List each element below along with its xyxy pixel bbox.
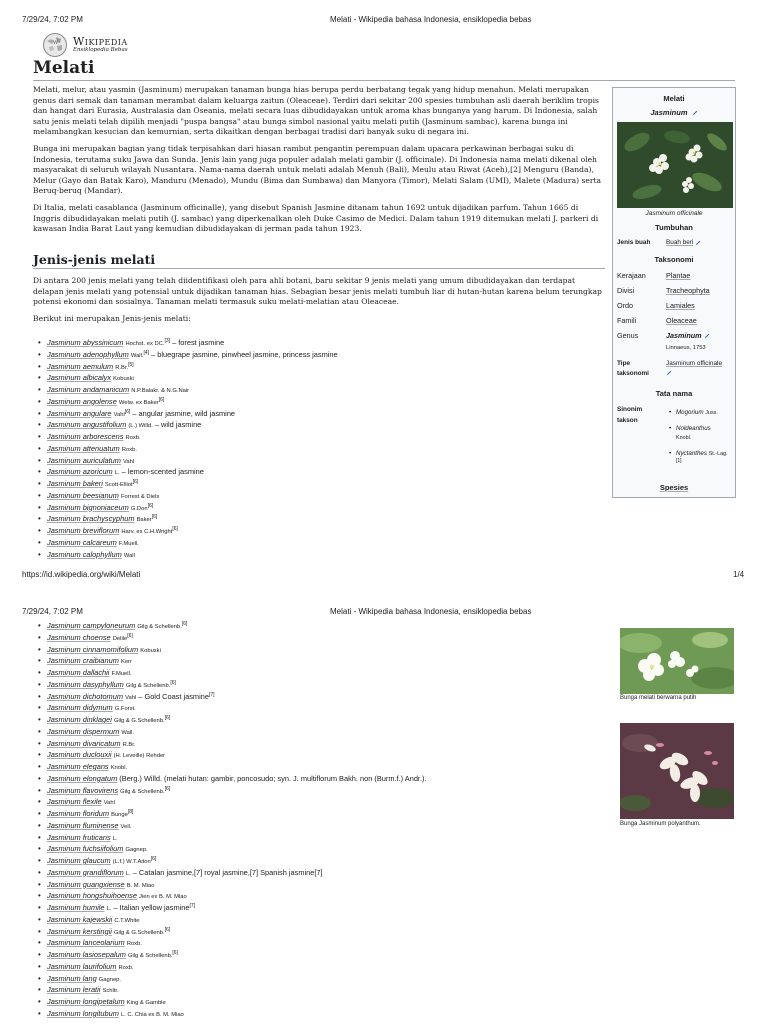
reference-link[interactable]: [6] — [181, 621, 188, 627]
species-link[interactable]: Jasminum dinklagei — [47, 715, 112, 724]
wikipedia-logo[interactable] — [42, 32, 162, 58]
edit-pencil-icon[interactable] — [666, 370, 672, 376]
species-list-item — [37, 443, 597, 455]
taxobox-heading-tata-nama: Tata nama — [655, 389, 693, 398]
svg-text:W: W — [53, 40, 59, 46]
species-author: (H. Leveille) Rehder — [113, 753, 166, 760]
taxon-key: Genus — [617, 331, 639, 340]
section-text — [33, 276, 605, 330]
species-author: Wall. — [121, 729, 135, 736]
species-list-item — [37, 738, 597, 750]
tipe-label: Tipe taksonomi — [617, 360, 649, 377]
species-author: B. M. Miao — [126, 882, 155, 889]
taxon-key: Divisi — [617, 286, 635, 295]
species-link[interactable]: Jasminum breviflorum — [47, 526, 120, 535]
species-list-item — [37, 490, 597, 502]
species-link[interactable]: Jasminum auriculatum — [47, 455, 121, 465]
species-link[interactable]: Jasminum beesianum — [47, 490, 119, 500]
species-list-item — [37, 714, 597, 726]
species-link[interactable]: Jasminum azoricum — [47, 467, 113, 477]
taxobox-image-caption: Jasminum officinale — [645, 210, 703, 217]
species-author: Wall — [123, 552, 135, 559]
species-author: Delile — [112, 635, 128, 642]
species-author: Roxb. — [118, 964, 134, 971]
taxon-value[interactable]: Oleaceae — [666, 316, 697, 325]
species-author: Kobuski — [140, 647, 161, 654]
species-author: Roxb. — [125, 435, 141, 441]
species-author: Vahl — [125, 694, 137, 701]
species-list-item — [37, 349, 597, 361]
species-link[interactable]: Jasminum angulare — [47, 408, 112, 418]
reference-link[interactable]: [6] — [172, 526, 178, 532]
species-author: Wall. — [130, 352, 144, 359]
jasminum-polyanthum-photo — [620, 723, 734, 819]
taxon-key: Ordo — [617, 301, 633, 310]
species-author: Welw. ex Baker — [118, 399, 159, 406]
species-link[interactable]: Jasminum flavovirens — [47, 785, 119, 795]
species-author: F.Muell. — [118, 540, 139, 547]
species-link[interactable]: Jasminum attenuatum — [47, 443, 120, 453]
taxon-value[interactable]: Tracheophyta — [666, 286, 710, 295]
tipe-value — [666, 359, 722, 379]
species-link[interactable]: Jasminum longipetalum — [47, 997, 125, 1006]
taxon-value[interactable]: Plantae — [666, 271, 691, 280]
species-link[interactable]: Jasminum adenophyllum — [47, 349, 129, 359]
print-timestamp: 7/29/24, 7:02 PM — [22, 15, 83, 24]
species-common-names: – lemon-scented jasmine — [119, 467, 204, 477]
footer-url: https://id.wikipedia.org/wiki/Melati — [22, 570, 141, 579]
species-common-names: – Italian yellow jasmine — [111, 903, 190, 912]
reference-link[interactable]: [7] — [208, 691, 215, 698]
species-list-item — [37, 702, 597, 714]
reference-link[interactable]: [5] — [128, 361, 134, 368]
species-list-item — [37, 691, 597, 703]
species-author: L. — [125, 870, 131, 877]
species-list-item — [37, 820, 597, 832]
species-author: (L.f.) W.T.Aiton — [112, 859, 151, 865]
species-link[interactable]: Jasminum calcareum — [47, 537, 117, 547]
species-link[interactable]: Jasminum floridum — [47, 809, 110, 818]
reference-link[interactable]: [6] — [172, 950, 178, 956]
species-link[interactable]: Jasminum elegans — [47, 762, 109, 771]
species-common-names: – wild jasmine — [152, 420, 202, 430]
species-list-item — [37, 384, 597, 396]
taxon-key: Kerajaan — [617, 271, 646, 280]
species-list-item — [37, 984, 597, 996]
reference-link[interactable]: [6] — [132, 479, 139, 485]
reference-link[interactable]: [6] — [124, 408, 131, 415]
photo-caption-white: Bunga melati berwarna putih — [620, 695, 697, 701]
synonym-item: • Nyctanthes St.-Lag.[1] — [669, 450, 728, 464]
species-author: L. — [112, 835, 118, 842]
taxobox-genus-title — [613, 108, 735, 117]
species-link[interactable]: Jasminum choense — [47, 632, 111, 642]
species-list-item — [37, 361, 597, 373]
reference-link[interactable]: [3] — [164, 338, 171, 344]
species-link[interactable]: Jasminum calophyllum — [47, 549, 122, 559]
species-link[interactable]: Jasminum leratii — [47, 985, 101, 995]
species-author: (L.) Willd. — [128, 423, 153, 430]
species-list-item — [37, 761, 597, 773]
species-list-item — [37, 726, 597, 738]
species-list-item — [37, 644, 597, 656]
species-common-names: – forest jasmine — [170, 338, 225, 347]
species-list-item — [37, 667, 597, 679]
species-author: Vahl — [103, 800, 115, 807]
section-heading-jenis: Jenis-jenis melati — [33, 252, 156, 267]
intro-paragraph-1: Melati, melur, atau yasmin (Jasminum) merupakan tanaman bunga hias berupa perdu berbatang tegak yang hidup menahun. Melati merupakan genus dari semak dan tanaman merambat dalam keluarga zaitun (Oleaceae). Terdiri dari sekitar 200 spesies tumbuhan asli daerah beriklim tropis dan hangat dari Eurasia, Australasia dan Oseania, melati secara luas dibudidayakan untuk aroma khas bunganya yang harum. Di Indonesia, salah satu jenis melati telah dipilih menjadi "puspa bangsa" atau bunga simbol nasional yaitu melati putih (Jasminum sambac), karena bunga ini melambangkan kesucian dan kemurnian, serta dikaitkan dengan berbagai tradisi dari banyak suku di negara ini. — [33, 85, 599, 137]
synonym-item: • Mogorium Juss. — [669, 409, 718, 416]
species-author: Vahl — [113, 411, 125, 418]
reference-link[interactable]: [7] — [189, 903, 196, 909]
species-link[interactable]: Jasminum dispermum — [47, 726, 120, 736]
species-author: Baker — [136, 517, 152, 524]
white-jasmine-photo — [620, 628, 734, 694]
species-author: Gagnep. — [125, 847, 148, 854]
species-list-item — [37, 655, 597, 667]
section-rule — [33, 268, 605, 269]
species-author: King & Gamble — [126, 1000, 166, 1006]
species-author: Schltr. — [102, 988, 119, 995]
taxobox-heading-spesies[interactable]: Spesies — [659, 483, 689, 492]
reference-link[interactable]: [6] — [151, 514, 158, 521]
species-author: Vell. — [120, 823, 132, 830]
species-link[interactable]: Jasminum kajewskii — [47, 914, 113, 924]
species-list-item — [37, 961, 597, 973]
print-page-title: Melati - Wikipedia bahasa Indonesia, ensiklopedia bebas — [330, 607, 532, 616]
species-link[interactable]: Jasminum abyssinicum — [47, 338, 124, 347]
taxobox-row-kerajaan — [617, 271, 731, 280]
species-list-item — [37, 937, 597, 949]
taxobox-heading-tumbuhan: Tumbuhan — [655, 223, 693, 232]
species-link[interactable]: Jasminum dichotomum — [47, 691, 123, 701]
species-list-item — [37, 796, 597, 808]
intro-paragraph-3: Di Italia, melati casablanca (Jasminum officinalle), yang disebut Spanish Jasmine ditanam tahun 1692 untuk dijadikan parfum. Tahun 1665 di Inggris dibudidayakan melati putih (J. sambac) yang diperkenalkan oleh Duke Casimo de Medici. Dalam tahun 1919 ditemukan melati J. parkeri di kawasan India Barat Laut yang kemudian dibudidayakan di jerman pada tahun 1923. — [33, 202, 599, 234]
taxobox-image[interactable] — [617, 122, 733, 208]
photo-white-jasmine[interactable] — [620, 628, 734, 694]
species-link[interactable]: Jasminum divaricatum — [47, 738, 121, 748]
species-author: Harv. ex C.H.Wright — [121, 529, 173, 535]
species-link[interactable]: Jasminum craibianum — [47, 656, 119, 666]
species-author: Scott-Elliot — [104, 482, 133, 488]
wikipedia-wordmark: Wikipedia — [73, 35, 128, 48]
intro-paragraph-2: Bunga ini merupakan bagian yang tidak terpisahkan dari hiasan rambut pengantin perempuan dalam upacara perkawinan berbagai suku di Indonesia, terutama suku Jawa dan Sunda. Jenis lain yang juga populer adalah melati gambir (J. officinale). Di Indonesia nama melati dikenal oleh masyarakat di seluruh wilayah Nusantara. Nama-nama daerah untuk melati adalah Menuh (Bali), Meulu atau Riwat (Aceh),[2] Menguru (Banda), Melur (Gayo dan Batak Karo), Manduru (Menado), Mundu (Bima dan Sumbawa) dan Manyora (Timor), Melati Salam (UMI), Malete (Madura) serta Beruq-beruq (Mandar). — [33, 143, 602, 196]
species-list-item — [37, 372, 597, 384]
species-link[interactable]: Jasminum didymum — [47, 703, 113, 713]
species-author: G.Forst. — [114, 706, 136, 713]
species-link[interactable]: Jasminum fuchsiifolium — [47, 844, 124, 854]
species-list-item — [37, 785, 597, 797]
synonym-item: • Noldeanthus Knobl. — [669, 425, 711, 441]
species-author: L. — [114, 470, 120, 477]
species-author: R.Br. — [122, 741, 136, 748]
taxobox-heading-taksonomi: Taksonomi — [654, 255, 694, 264]
species-link[interactable]: Jasminum dasyphyllum — [47, 679, 124, 689]
species-list-item — [37, 832, 597, 844]
footer-page-number: 1/4 — [733, 570, 745, 579]
species-author: Gagnep. — [98, 976, 122, 983]
species-list-item — [37, 396, 597, 408]
species-list-item — [37, 455, 597, 467]
reference-link[interactable]: [6] — [170, 679, 176, 686]
reference-link[interactable]: [6] — [150, 856, 157, 862]
title-rule — [33, 80, 735, 81]
species-link[interactable]: Jasminum longitubum — [47, 1008, 119, 1018]
section-paragraph-2: Berikut ini merupakan Jenis-jenis melati: — [33, 313, 191, 323]
wikipedia-tagline: Ensiklopedia Bebas — [73, 47, 128, 53]
species-link[interactable]: Jasminum glaucum — [47, 856, 111, 865]
species-author: R.Br. — [115, 364, 129, 371]
species-author: Kobuski — [113, 376, 134, 383]
species-author: Roxb. — [121, 446, 137, 453]
reference-link[interactable]: [6] — [164, 715, 171, 721]
species-link[interactable]: Jasminum humile — [47, 903, 105, 912]
species-list-item — [37, 632, 597, 644]
species-link[interactable]: Jasminum aemulum — [47, 361, 114, 371]
print-page-title: Melati - Wikipedia bahasa Indonesia, ensiklopedia bebas — [330, 15, 532, 24]
intro-text — [33, 85, 605, 241]
species-link[interactable]: Jasminum flexile — [47, 797, 102, 807]
reference-link[interactable]: [6] — [127, 632, 133, 639]
species-author: G.Don — [130, 505, 148, 512]
species-link[interactable]: Jasminum arborescens — [47, 432, 124, 441]
species-link[interactable]: Jasminum fluminense — [47, 820, 119, 830]
species-link[interactable]: Jasminum angolense — [47, 396, 117, 406]
species-author: Gilg & Schellenb. — [125, 682, 171, 689]
reference-link[interactable]: [6] — [147, 502, 154, 509]
species-author: Knobl. — [110, 765, 128, 771]
species-link[interactable]: Jasminum fruticans — [47, 832, 111, 842]
edit-pencil-icon[interactable] — [695, 240, 701, 246]
taxobox-title: Melati — [663, 94, 685, 103]
species-list-page2 — [37, 620, 597, 1020]
species-author: Gilg & Schellenb. — [120, 788, 165, 795]
species-link[interactable]: Jasminum grandiflorum — [47, 867, 124, 877]
species-common-names: – Gold Coast jasmine — [136, 691, 209, 701]
edit-pencil-icon[interactable] — [692, 110, 698, 116]
species-link[interactable]: Jasminum campyloneurum — [47, 621, 136, 630]
genus-author: Linnaeus, 1753 — [666, 345, 706, 351]
species-list-item — [37, 773, 597, 785]
tipe-value-link[interactable]: Jasminum officinale — [666, 360, 723, 367]
taxon-value[interactable]: Lamiales — [666, 301, 695, 310]
reference-link[interactable]: [6] — [164, 785, 171, 792]
species-list-item — [37, 843, 597, 855]
species-link[interactable]: Jasminum cinnamomifolium — [47, 644, 139, 654]
species-list-item — [37, 926, 597, 938]
taxon-key: Famili — [617, 316, 637, 325]
species-list-item — [37, 867, 597, 879]
species-list-item — [37, 679, 597, 691]
taxobox-row-jenis-buah — [617, 239, 731, 246]
species-list-item — [37, 914, 597, 926]
species-author: L. — [106, 906, 112, 912]
species-link[interactable]: Jasminum hongshuihoense — [47, 891, 137, 901]
species-link[interactable]: Jasminum elongatum — [47, 773, 118, 783]
taxobox-row-famili — [617, 316, 731, 325]
species-link[interactable]: Jasminum guangxiense — [47, 879, 125, 889]
species-list-item — [37, 525, 597, 537]
taxobox-row-ordo — [617, 301, 731, 310]
photo-jasminum-polyanthum[interactable] — [620, 723, 734, 819]
species-common-names: – angular jasmine, wild jasmine — [130, 408, 236, 418]
species-list-item — [37, 749, 597, 761]
species-list-page1 — [37, 337, 597, 560]
species-list-item — [37, 431, 597, 443]
species-list-item — [37, 879, 597, 891]
synonym-list — [669, 408, 733, 468]
species-common-names: – Catalan jasmine,[7] royal jasmine,[7] Spanish jasmine[7] — [130, 867, 323, 877]
species-author: Bunge — [111, 812, 128, 818]
reference-link[interactable]: [8] — [127, 809, 134, 815]
edit-pencil-icon[interactable] — [704, 333, 710, 339]
species-link[interactable]: Jasminum brachyscyphum — [47, 514, 135, 524]
species-list-item — [37, 478, 597, 490]
species-author: Gilg & G.Schellenb. — [113, 718, 165, 724]
species-link[interactable]: Jasminum albicalyx — [47, 373, 112, 383]
species-list-item — [37, 513, 597, 525]
jasmine-flower-photo — [617, 122, 733, 208]
sinonim-label: Sinonim takson — [617, 406, 643, 424]
taxobox — [612, 87, 736, 498]
reference-link[interactable]: [4] — [143, 349, 150, 356]
jenis-buah-label: Jenis buah — [617, 239, 651, 246]
species-author: F.Muell. — [111, 671, 132, 677]
species-link[interactable]: Jasminum duclouxii — [47, 750, 112, 760]
species-link[interactable]: Jasminum angustifolium — [47, 420, 127, 430]
page-2 — [0, 600, 768, 1024]
species-link[interactable]: Jasminum andamanicum — [47, 385, 130, 394]
species-author: Gilg & G.Schellenb. — [113, 929, 165, 936]
species-author: Forrest & Diels — [120, 493, 160, 500]
section-paragraph-1: Di antara 200 jenis melati yang telah diidentifikasi oleh para ahli botani, baru sekitar 9 jenis melati yang umum dibudidayakan dan terdapat delapan jenis melati yang potensial untuk dijadikan tanaman hias. Sebagian besar jenis melati tumbuh liar di hutan-hutan karena belum terungkap potensi ekonomi dan sosialnya. Tanaman melati termasuk suku melati-melatian atau Oleaceae. — [33, 276, 602, 307]
species-list-item — [37, 537, 597, 549]
species-list-item — [37, 466, 597, 478]
species-common-names: – bluegrape jasmine, pinwheel jasmine, princess jasmine — [149, 349, 338, 359]
species-link[interactable]: Jasminum laurifolium — [47, 961, 117, 971]
taxobox-genus-name[interactable]: Jasminum — [650, 108, 688, 117]
species-author: Gilg & Schellenb. — [127, 953, 173, 959]
taxobox-row-divisi — [617, 286, 731, 295]
species-list-item — [37, 502, 597, 514]
species-common-names: (Berg.) Willd. (melati hutan: gambir, poncosudo; syn. J. multiflorum Bakh. non (Burm.f.) Andr.). — [117, 773, 427, 783]
species-author: Jien ex B. M. Miao — [139, 894, 187, 901]
reference-link[interactable]: [6] — [164, 926, 171, 933]
species-author: Hochst. ex DC. — [125, 341, 165, 347]
species-link[interactable]: Jasminum bakeri — [47, 479, 103, 488]
print-timestamp: 7/29/24, 7:02 PM — [22, 607, 83, 616]
jenis-buah-value[interactable]: Buah beri — [666, 239, 694, 246]
species-author: L. C. Chia ex B. M. Miao — [120, 1011, 184, 1018]
species-link[interactable]: Jasminum kerstingii — [47, 926, 112, 936]
species-author: N.P.Balakr. & N.G.Nair — [131, 388, 190, 394]
species-list-item — [37, 419, 597, 431]
taxobox-row-genus — [617, 331, 731, 340]
species-link[interactable]: Jasminum lang — [47, 973, 97, 983]
species-list-item — [37, 808, 597, 820]
species-list-item — [37, 855, 597, 867]
species-list-item — [37, 337, 597, 349]
species-link[interactable]: Jasminum bignoniaceum — [47, 502, 129, 512]
species-list-item — [37, 549, 597, 561]
species-author: Kerr — [120, 659, 132, 666]
species-link[interactable]: Jasminum lanceolarium — [47, 938, 125, 948]
species-list-item — [37, 1008, 597, 1020]
species-list-item — [37, 902, 597, 914]
photo-caption-polyanthum: Bunga Jasminum polyanthum. — [620, 821, 701, 827]
species-author: Vahl — [123, 458, 135, 465]
species-list-item — [37, 620, 597, 632]
wikipedia-globe-icon — [42, 32, 68, 58]
species-author: C.T.White — [114, 917, 140, 924]
page-title: Melati — [33, 58, 95, 78]
species-list-item — [37, 973, 597, 985]
genus-value[interactable]: Jasminum — [666, 331, 702, 340]
species-list-item — [37, 890, 597, 902]
species-link[interactable]: Jasminum dallachii — [47, 668, 110, 677]
species-list-item — [37, 949, 597, 961]
species-author: Roxb. — [126, 941, 142, 948]
species-list-item — [37, 996, 597, 1008]
reference-link[interactable]: [6] — [158, 396, 165, 403]
species-author: Gilg & Schellenb. — [137, 624, 182, 630]
species-list-item — [37, 408, 597, 420]
species-link[interactable]: Jasminum lasiosepalum — [47, 950, 126, 959]
